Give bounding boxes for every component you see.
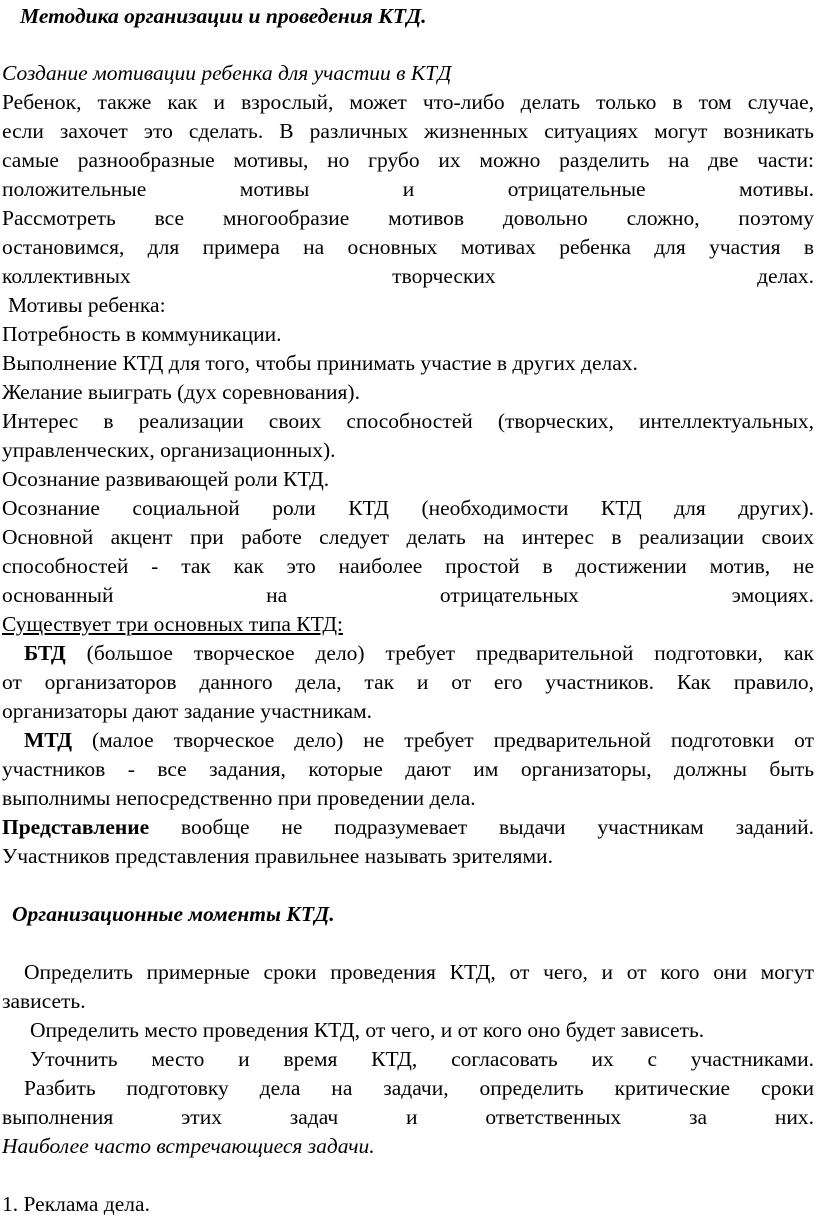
motive-item: Выполнение КТД для того, чтобы принимать участие в других делах. [2, 351, 638, 375]
paragraph-line: основанный на отрицательных эмоциях. [2, 583, 814, 607]
paragraph-line: участников - все задания, которые дают им организаторы, должны быть [2, 757, 814, 781]
paragraph-line: Основной акцент при работе следует делать на интерес в реализации своих [2, 525, 814, 549]
mtd-line [24, 726, 814, 755]
paragraph-line: Уточнить место и время КТД, согласовать их с участниками. [30, 1047, 814, 1071]
paragraph-line: организаторы дают задание участникам. [2, 699, 372, 723]
document-title: Методика организации и проведения КТД. [20, 4, 427, 28]
task-item: 1. Реклама дела. [2, 1192, 150, 1216]
paragraph-line: выполнимы непосредственно при проведении дела. [2, 786, 476, 810]
motive-item: Осознание развивающей роли КТД. [2, 467, 330, 491]
mtd-text: (малое творческое дело) не требует предварительной подготовки от [72, 728, 814, 752]
paragraph-line: Рассмотреть все многообразие мотивов довольно сложно, поэтому [2, 206, 814, 230]
btd-text: (большое творческое дело) требует предварительной подготовки, как [65, 641, 814, 665]
btd-term: БТД [24, 641, 66, 665]
motivation-heading: Создание мотивации ребенка для участии в КТД [2, 61, 452, 85]
motives-label: Мотивы ребенка: [8, 293, 166, 317]
paragraph-line: положительные мотивы и отрицательные мотивы. [2, 177, 814, 201]
motive-item: Потребность в коммуникации. [2, 322, 282, 346]
show-text: вообще не подразумевает выдачи участникам заданий. [149, 815, 814, 839]
show-line [2, 813, 814, 842]
paragraph-line: от организаторов данного дела, так и от его участников. Как правило, [2, 670, 814, 694]
tasks-heading: Наиболее часто встречающиеся задачи. [2, 1134, 375, 1158]
mtd-term: МТД [24, 728, 73, 752]
show-term: Представление [2, 815, 150, 839]
motive-item: Интерес в реализации своих способностей (творческих, интеллектуальных, [2, 409, 814, 433]
paragraph-line: остановимся, для примера на основных мотивах ребенка для участия в [2, 235, 814, 259]
paragraph-line: выполнения этих задач и ответственных за них. [2, 1105, 814, 1129]
motive-item: Осознание социальной роли КТД (необходимости КТД для других). [2, 496, 814, 520]
types-heading: Существует три основных типа КТД: [2, 612, 344, 636]
btd-line [24, 639, 814, 668]
paragraph-line: Ребенок, также как и взрослый, может что-либо делать только в том случае, [2, 90, 814, 114]
paragraph-line: если захочет это сделать. В различных жизненных ситуациях могут возникать [2, 119, 814, 143]
paragraph-line: Разбить подготовку дела на задачи, определить критические сроки [24, 1076, 814, 1100]
paragraph-line: Определить место проведения КТД, от чего, и от кого оно будет зависеть. [30, 1018, 705, 1042]
paragraph-line: способностей - так как это наиболее простой в достижении мотив, не [2, 554, 814, 578]
paragraph-line: зависеть. [2, 989, 86, 1013]
paragraph-line: Участников представления правильнее называть зрителями. [2, 844, 553, 868]
paragraph-line: коллективных творческих делах. [2, 264, 814, 288]
organization-heading: Организационные моменты КТД. [12, 902, 335, 926]
paragraph-line: самые разнообразные мотивы, но грубо их можно разделить на две части: [2, 148, 814, 172]
paragraph-line: Определить примерные сроки проведения КТД, от чего, и от кого они могут [24, 960, 814, 984]
motive-item: Желание выиграть (дух соревнования). [2, 380, 360, 404]
motive-item: управленческих, организационных). [2, 438, 336, 462]
